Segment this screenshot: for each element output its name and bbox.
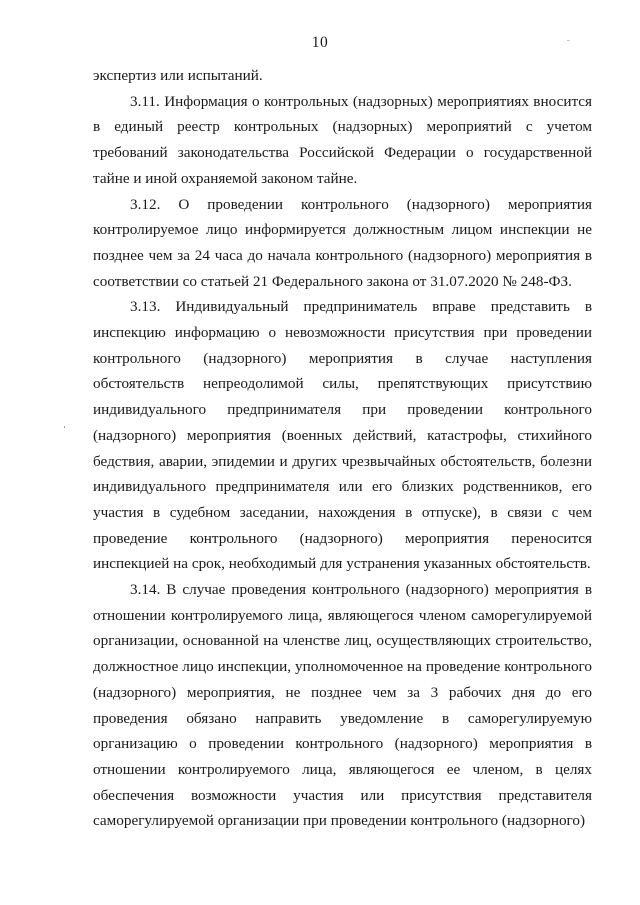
paragraph-3-13: 3.13. Индивидуальный предприниматель вправе представить в инспекцию информацию о невозможности присутствия при проведении контрольного (надзорного) мероприятия в случае наступления обстоятельств непреодолимой силы, препятствующих присутствию индивидуального предпринимателя при проведении контрольного (надзорного) мероприятия (военных действий, катастрофы, стихийного бедствия, аварии, эпидемии и других чрезвычайных обстоятельств, болезни индивидуального предпринимателя или его близких родственников, его участия в судебном заседании, нахождения в отпуске), в связи с чем проведение контрольного (надзорного) мероприятия переносится инспекцией на срок, необходимый для устранения указанных обстоятельств.: [93, 298, 592, 573]
paragraph-3-14: 3.14. В случае проведения контрольного (надзорного) мероприятия в отношении контролируемого лица, являющегося членом саморегулируемой организации, основанной на членстве лиц, осуществляющих строительство, должностное лицо инспекции, уполномоченное на проведение контрольного (надзорного) мероприятия, не позднее чем за 3 рабочих дня до его проведения обязано направить уведомление в саморегулируемую организацию о проведении контрольного (надзорного) мероприятия в отношении контролируемого лица, являющегося ее членом, в целях обеспечения возможности участия или присутствия представителя саморегулируемой организации при проведении контрольного (надзорного): [93, 581, 592, 830]
document-body: [93, 63, 592, 834]
paragraph-3-12: 3.12. О проведении контрольного (надзорного) мероприятия контролируемое лицо информируется должностным лицом инспекции не позднее чем за 24 часа до начала контрольного (надзорного) мероприятия в соответствии со статьей 21 Федерального закона от 31.07.2020 № 248-ФЗ.: [93, 195, 592, 290]
scan-artifact: [64, 426, 65, 428]
page-number: 10: [311, 34, 329, 51]
paragraph-continuation: экспертиз или испытаний.: [93, 67, 263, 84]
paragraph-3-11: 3.11. Информация о контрольных (надзорных) мероприятиях вносится в единый реестр контрольных (надзорных) мероприятий с учетом требований законодательства Российской Федерации о государственной тайне и иной охраняемой законом тайне.: [93, 92, 592, 187]
scan-artifact: [567, 40, 570, 41]
